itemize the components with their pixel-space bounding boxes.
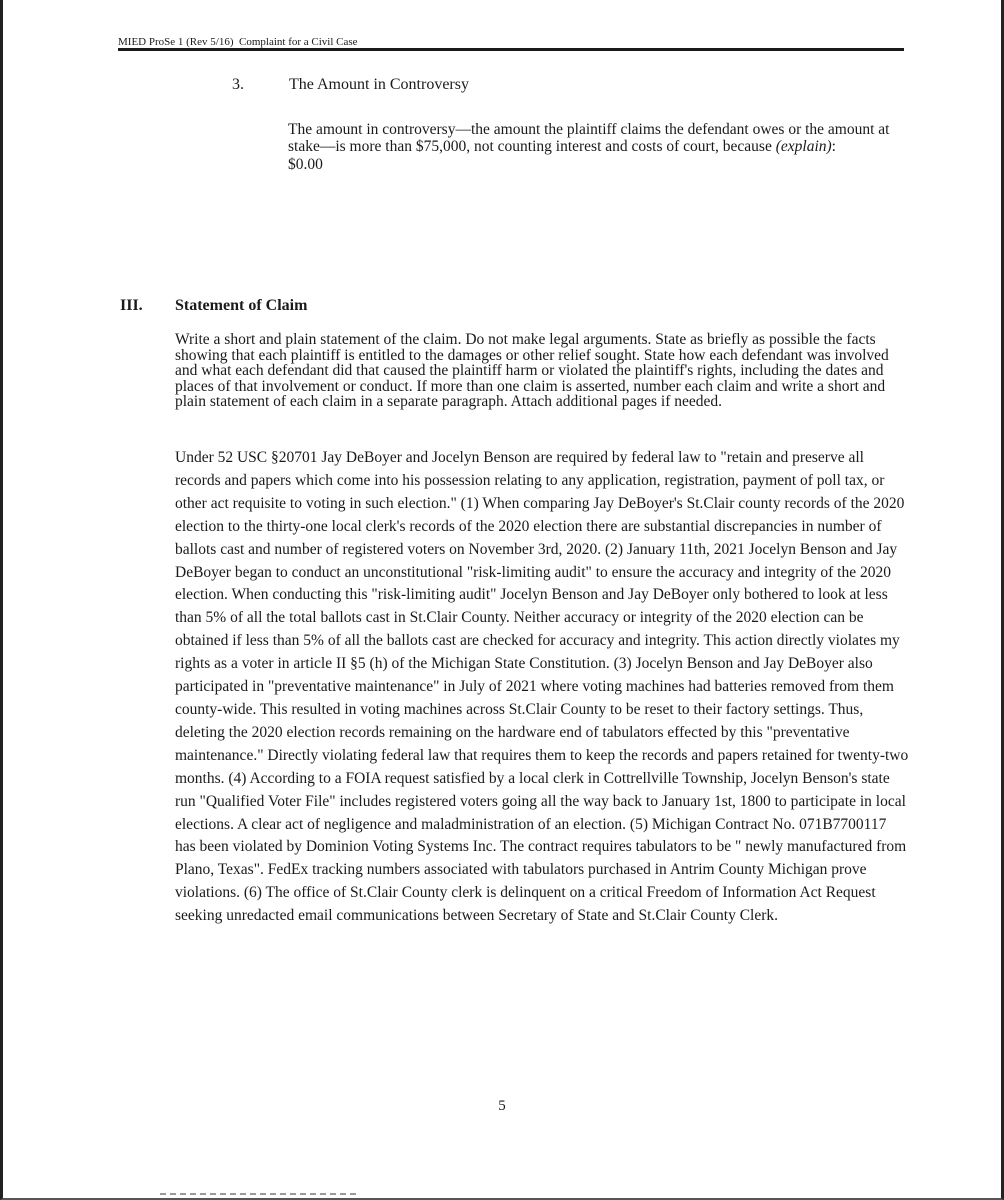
form-title: Complaint for a Civil Case [239,36,358,48]
explain-label: (explain) [775,137,832,155]
form-header [118,36,358,48]
claim-statement: Under 52 USC §20701 Jay DeBoyer and Jocelyn Benson are required by federal law to "retain and preserve all records and papers which come into his possession relating to any application, registration, payment of poll tax, or other act requisite to voting in such election." (1) When comparing Jay DeBoyer's St.Clair county records of the 2020 election to the thirty-one local clerk's records of the 2020 election there are substantial discrepancies in number of ballots cast and number of registered voters on November 3rd, 2020. (2) January 11th, 2021 Jocelyn Benson and Jay DeBoyer began to conduct an unconstitutional "risk-limiting audit" to ensure the accuracy and integrity of the 2020 election. When conducting this "risk-limiting audit" Jocelyn Benson and Jay DeBoyer only bothered to look at less than 5% of all the total ballots cast in St.Clair County. Neither accuracy or integrity of the 2020 election can be obtained if less than 5% of all the ballots cast are checked for accuracy and integrity. This action directly violates my rights as a voter in article II §5 (h) of the Michigan State Constitution. (3) Jocelyn Benson and Jay DeBoyer also participated in "preventative maintenance" in July of 2021 where voting machines had batteries removed from them county-wide. This resulted in voting machines across St.Clair County to be reset to their factory settings. Thus, deleting the 2020 election records remaining on the hardware end of tabulators effected by this "preventative maintenance." Directly violating federal law that requires them to keep the records and papers retained for twenty-two months. (4) According to a FOIA request satisfied by a local clerk in Cottrellville Township, Jocelyn Benson's state run "Qualified Voter File" includes registered voters going all the way back to January 1st, 1800 to participate in local elections. A clear act of negligence and maladministration of an election. (5) Michigan Contract No. 071B7700117 has been violated by Dominion Voting Systems Inc. The contract requires tabulators to be " newly manufactured from Plano, Texas". FedEx tracking numbers associated with tabulators purchased in Antrim County Michigan prove violations. (6) The office of St.Clair County clerk is delinquent on a critical Freedom of Information Act Request seeking unredacted email communications between Secretary of State and St.Clair County Clerk. [175,449,909,925]
claim-instructions: Write a short and plain statement of the claim. Do not make legal arguments. State as briefly as possible the facts showing that each plaintiff is entitled to the damages or other relief sought. State how each defendant was involved and what each defendant did that caused the plaintiff harm or violated the plaintiff's rights, including the dates and places of that involvement or conduct. If more than one claim is asserted, number each claim and write a short and plain statement of each claim in a separate paragraph. Attach additional pages if needed. [175,331,889,411]
amount-description [288,122,908,155]
section-title: Statement of Claim [175,297,308,314]
page-number: 5 [498,1098,506,1114]
amount-text-colon: : [831,137,836,155]
form-id: MIED ProSe 1 (Rev 5/16) [118,36,234,48]
item-title: The Amount in Controversy [289,76,469,93]
footer-scan-line [160,1193,360,1195]
section-number: III. [120,297,143,314]
amount-in-controversy-block [288,122,908,174]
item-number: 3. [232,76,244,93]
header-rule [118,48,904,51]
amount-value: $0.00 [288,156,323,173]
amount-text: The amount in controversy—the amount the plaintiff claims the defendant owes or the amount at stake—is more than $75,000, not counting interest and costs of court, because [288,121,890,155]
